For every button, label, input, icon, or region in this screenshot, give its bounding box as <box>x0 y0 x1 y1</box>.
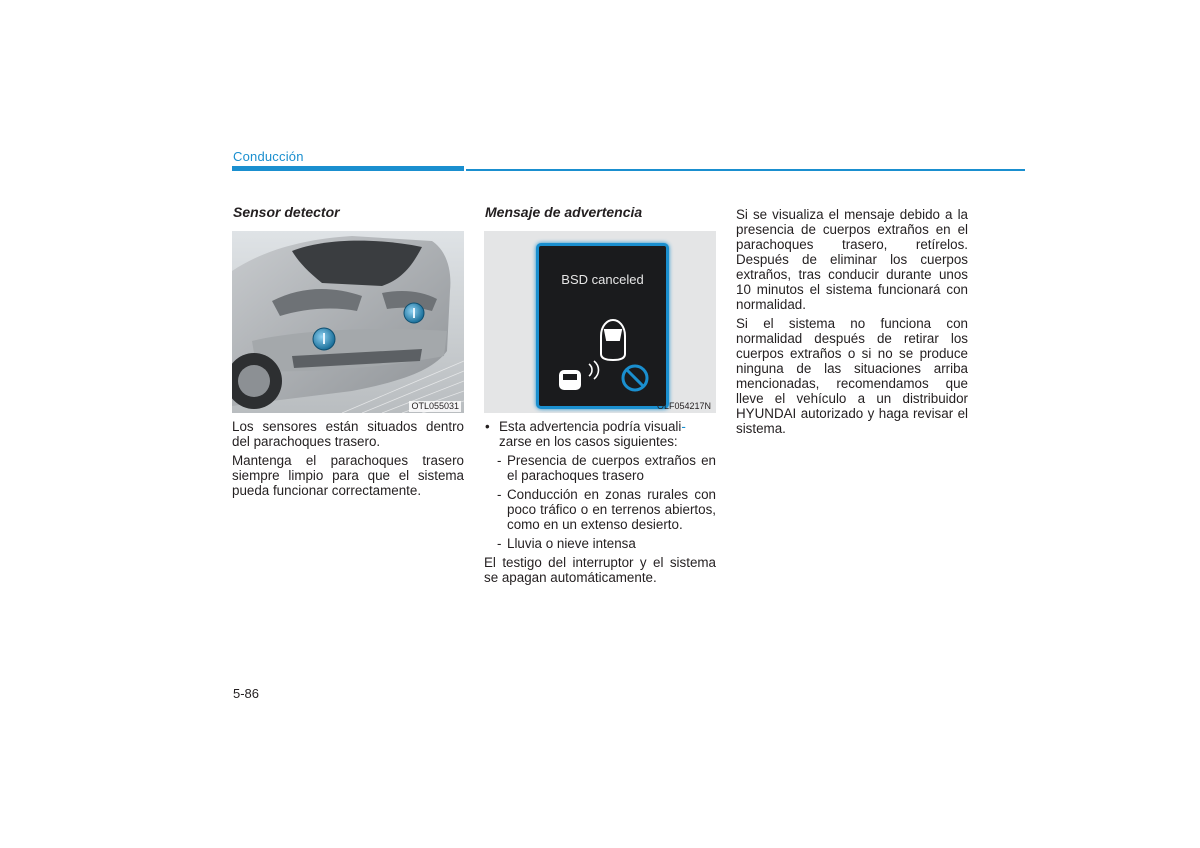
figure-bsd-display <box>484 231 716 413</box>
paragraph: El testigo del interruptor y el sistema se apagan automáticamente. <box>484 555 716 585</box>
bullet-text-part: Esta advertencia podría visuali <box>499 419 682 434</box>
section-title: Conducción <box>233 149 304 164</box>
column-instructions <box>736 207 968 440</box>
bullet-text-part: zarse en los casos siguientes: <box>499 434 678 449</box>
paragraph: Mantenga el parachoques trasero siempre limpio para que el sistema pueda funcionar correctamente. <box>232 453 464 498</box>
sub-item: - Lluvia o nieve intensa <box>497 536 636 551</box>
sub-item: - Conducción en zonas rurales con poco tráfico o en terrenos abiertos, como en un extenso desierto. <box>497 487 716 532</box>
hyphen-mark: - <box>681 419 686 434</box>
column-sensor-detector <box>232 205 464 502</box>
figure-code: OLF054217N <box>656 401 711 411</box>
car-rear-illustration <box>232 231 464 413</box>
cancel-icon <box>623 366 647 390</box>
figure-rear-bumper-sensors <box>232 231 464 413</box>
bsd-graphic <box>539 246 666 406</box>
heading-sensor-detector: Sensor detector <box>233 204 340 220</box>
page-number: 5-86 <box>233 686 260 701</box>
radar-wave-icon <box>589 361 599 379</box>
display-message: BSD canceled <box>561 272 644 287</box>
figure-code: OTL055031 <box>411 401 459 411</box>
car-icon <box>601 320 625 360</box>
sub-item: - Presencia de cuerpos extraños en el parachoques trasero <box>497 453 716 483</box>
paragraph: Si se visualiza el mensaje debido a la presencia de cuerpos extraños en el parachoques trasero, retírelos. Después de eliminar los cuerpos extraños, tras conducir durante unos 10 minutos el sistema funcionará con normalidad. <box>736 207 968 312</box>
heading-mensaje-advertencia: Mensaje de advertencia <box>485 204 643 220</box>
header-rule-thin <box>466 169 1025 171</box>
cluster-display <box>536 243 669 409</box>
approaching-car-icon <box>559 370 581 390</box>
column-mensaje-advertencia <box>484 205 716 589</box>
bullet-item: • Esta advertencia podría visuali- zarse en los casos siguientes: <box>485 419 686 449</box>
paragraph: Si el sistema no funciona con normalidad después de retirar los cuerpos extraños o si no se produce ninguna de las situaciones arriba mencionadas, recomendamos que lleve el vehículo a un distribuidor HYUNDAI autorizado y haga revisar el sistema. <box>736 316 968 436</box>
paragraph: Los sensores están situados dentro del parachoques trasero. <box>232 419 464 449</box>
header-rule-thick <box>232 166 464 171</box>
